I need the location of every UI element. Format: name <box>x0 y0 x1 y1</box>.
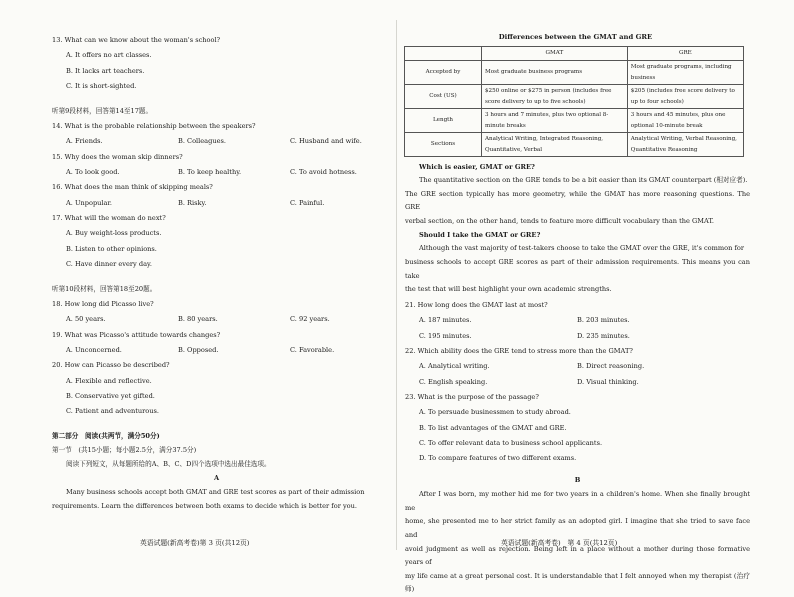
table-cell: Most graduate programs, including business <box>627 61 743 85</box>
page-footer-left: 英语试题(新高考卷)第 3 页(共12页) <box>140 539 250 547</box>
option: B. To list advantages of the GMAT and GRE. <box>419 423 567 432</box>
option: C. Have dinner every day. <box>66 259 152 268</box>
table-cell: Analytical Writing, Integrated Reasoning, Quantitative, Verbal <box>482 133 628 157</box>
option: C. To offer relevant data to business school applicants. <box>419 438 603 447</box>
option: B. Direct reasoning. <box>577 362 645 371</box>
listening-instruction-10: 听第10段材料，回答第18至20题。 <box>52 284 157 293</box>
option: B. Risky. <box>178 198 207 207</box>
passage-b-line: avoid judgment as well as rejection. Being left in a place without a mother during those formative years of <box>405 544 750 567</box>
passage-b-line: After I was born, my mother hid me for two years in a children's home. When she finally brought me <box>405 490 750 512</box>
table-title: Differences between the GMAT and GRE <box>498 33 653 41</box>
option: C. Patient and adventurous. <box>66 407 159 416</box>
option: A. Flexible and reflective. <box>66 376 152 385</box>
paragraph-line: The quantitative section on the GRE tends to be a bit easier than its GMAT counterpart (相对应者). <box>419 176 748 184</box>
question-19: 19. What was Picasso's attitude towards changes? <box>52 330 221 339</box>
passage-b-line: home, she presented me to her strict family as an adopted girl. I imagine that she tried to save face and <box>405 517 750 540</box>
option: C. 92 years. <box>290 315 330 324</box>
table-header-cell: GMAT <box>482 47 628 61</box>
question-14: 14. What is the probable relationship between the speakers? <box>52 122 256 131</box>
table-cell: Analytical Writing, Verbal Reasoning, Quantitative Reasoning <box>627 133 743 157</box>
row-label: Accepted by <box>405 61 482 85</box>
reading-instruction: 阅读下列短文，从每题所给的A、B、C、D四个选项中选出最佳选项。 <box>66 460 271 469</box>
question-23: 23. What is the purpose of the passage? <box>405 393 539 402</box>
option: B. To keep healthy. <box>178 168 242 177</box>
table-cell: Most graduate business programs <box>482 61 628 85</box>
table-cell: 3 hours and 7 minutes, plus two optional 8-minute breaks <box>482 109 628 133</box>
option: C. English speaking. <box>419 377 488 386</box>
left-page <box>0 0 397 561</box>
passage-label-b: B <box>574 476 581 485</box>
table-row <box>405 133 744 157</box>
question-17: 17. What will the woman do next? <box>52 213 166 222</box>
page-footer-right: 英语试题(新高考卷) 第 4 页(共12页) <box>501 539 618 547</box>
option: D. 235 minutes. <box>577 331 630 340</box>
option: B. Conservative yet gifted. <box>66 391 155 400</box>
option: C. It is short-sighted. <box>66 81 137 90</box>
table-header-row <box>405 47 744 61</box>
passage-label-a: A <box>213 474 220 483</box>
passage-a-line-2: requirements. Learn the differences between both exams to decide which is better for you. <box>52 501 357 510</box>
paragraph-line: Although the vast majority of test-takers choose to take the GMAT over the GRE, it's common for <box>419 244 745 253</box>
question-20: 20. How can Picasso be described? <box>52 361 170 370</box>
question-16: 16. What does the man think of skipping meals? <box>52 183 213 192</box>
row-label: Sections <box>405 133 482 157</box>
option: A. Analytical writing. <box>419 362 490 371</box>
option: D. Visual thinking. <box>577 377 639 386</box>
paragraph-line: the test that will best highlight your own academic strengths. <box>405 285 612 294</box>
table-row <box>405 85 744 109</box>
option: A. Friends. <box>66 137 103 146</box>
question-15: 15. Why does the woman skip dinners? <box>52 152 183 161</box>
option: C. To avoid hotness. <box>290 168 357 177</box>
right-page <box>397 0 794 594</box>
option: A. To persuade businessmen to study abroad. <box>419 408 571 417</box>
table-header-cell: GRE <box>627 47 743 61</box>
table-cell: $250 online or $275 in person (includes free score delivery to up to five schools) <box>482 85 628 109</box>
question-21: 21. How long does the GMAT last at most? <box>405 300 548 309</box>
listening-instruction-9: 听第9段材料，回答第14至17题。 <box>52 106 153 115</box>
option: A. 50 years. <box>66 315 106 324</box>
row-label: Length <box>405 109 482 133</box>
option: B. Listen to other opinions. <box>66 244 157 253</box>
option: C. 195 minutes. <box>419 331 472 340</box>
option: A. Buy weight-loss products. <box>66 229 162 238</box>
comparison-table <box>404 46 744 157</box>
subheading-easier: Which is easier, GMAT or GRE? <box>419 163 535 171</box>
option: A. 187 minutes. <box>419 316 472 325</box>
paragraph-line: The GRE section typically has more geometry, while the GMAT has more reasoning questions. The GRE <box>405 189 750 212</box>
option: A. Unconcerned. <box>66 346 122 355</box>
option: B. 203 minutes. <box>577 316 630 325</box>
paragraph-line: verbal section, on the other hand, tends to feature more difficult vocabulary than the GMAT. <box>405 216 714 225</box>
passage-b-line: my life came at a great personal cost. It is understandable that I felt annoyed when my therapist (治疗师) <box>405 571 750 594</box>
option: B. It lacks art teachers. <box>66 66 145 75</box>
table-row <box>405 61 744 85</box>
option: D. To compare features of two different exams. <box>419 454 577 463</box>
table-cell: $205 (includes free score delivery to up to four schools) <box>627 85 743 109</box>
option: C. Husband and wife. <box>290 137 362 146</box>
passage-a-line-1: Many business schools accept both GMAT and GRE test scores as part of their admission <box>66 488 365 497</box>
row-label: Cost (US) <box>405 85 482 109</box>
table-row <box>405 109 744 133</box>
question-22: 22. Which ability does the GRE tend to stress more than the GMAT? <box>405 346 633 355</box>
option: A. It offers no art classes. <box>66 51 152 60</box>
table-header-cell <box>405 47 482 61</box>
table-cell: 3 hours and 45 minutes, plus one optional 10-minute break <box>627 109 743 133</box>
subheading-which: Should I take the GMAT or GRE? <box>419 231 541 240</box>
question-13: 13. What can we know about the woman's school? <box>52 36 221 44</box>
question-18: 18. How long did Picasso live? <box>52 300 154 309</box>
option: C. Favorable. <box>290 346 335 355</box>
paragraph-line: business schools to accept GRE scores as part of their admission requirements. This means you can take <box>405 257 750 280</box>
option: C. Painful. <box>290 198 325 207</box>
part-2-heading: 第二部分 阅读(共两节，满分50分) <box>52 432 160 441</box>
option: B. 80 years. <box>178 315 218 324</box>
option: A. To look good. <box>66 168 120 177</box>
option: B. Opposed. <box>178 346 219 355</box>
option: A. Unpopular. <box>66 198 112 207</box>
option: B. Colleagues. <box>178 137 226 146</box>
section-1-heading: 第一节 (共15小题；每小题2.5分，满分37.5分) <box>52 446 197 455</box>
